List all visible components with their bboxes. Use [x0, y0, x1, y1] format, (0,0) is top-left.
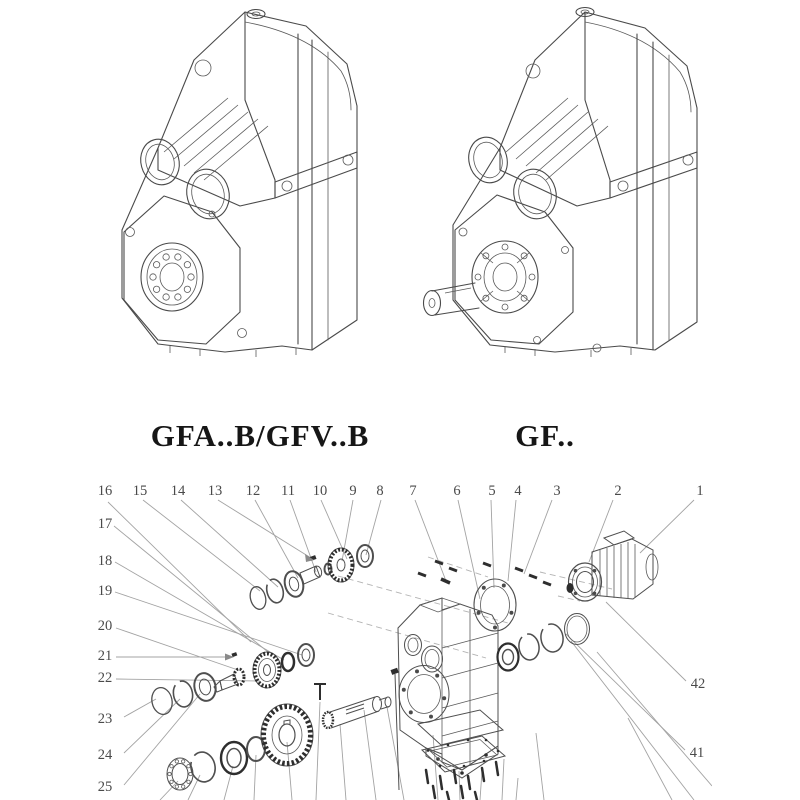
motor-assembly: [567, 531, 659, 601]
oil-pan-and-gasket: [418, 710, 505, 800]
callout-42: 42: [690, 676, 706, 692]
output-flange: [472, 241, 538, 313]
callout-16: 16: [97, 483, 113, 499]
callout-5: 5: [488, 483, 496, 499]
callout-21: 21: [97, 648, 113, 664]
key: [231, 652, 237, 657]
callout-20: 20: [97, 618, 113, 634]
terminal-box: [604, 531, 634, 545]
leader-lines-cropped: [160, 641, 712, 800]
callout-8: 8: [376, 483, 384, 499]
gearbox-drawing-shaft-mounted: [60, 0, 400, 400]
callout-24: 24: [97, 747, 113, 763]
model-label-left: GFA..B/GFV..B: [150, 418, 370, 453]
callout-15: 15: [132, 483, 148, 499]
callout-19: 19: [97, 583, 113, 599]
callout-2: 2: [614, 483, 622, 499]
long-stud: [395, 674, 399, 790]
foot-ticks: [505, 346, 631, 357]
callout-3: 3: [553, 483, 561, 499]
callout-17: 17: [97, 516, 113, 532]
bolt-holes: [126, 60, 354, 338]
callout-6: 6: [453, 483, 461, 499]
callout-12: 12: [245, 483, 261, 499]
flange-bolt-holes: [402, 669, 446, 718]
leader-lines: [108, 500, 694, 785]
output-shaft: [424, 283, 480, 316]
callout-18: 18: [97, 553, 113, 569]
input-bores: [136, 135, 235, 224]
hollow-shaft-bearing: [141, 243, 203, 311]
motor-body: [592, 539, 653, 599]
callout-numbers: [98, 483, 706, 795]
top-rib-hatch: [506, 98, 608, 180]
output-gear: [264, 707, 311, 764]
parallel-pin: [314, 684, 326, 700]
callout-41: 41: [689, 745, 705, 761]
callout-23: 23: [97, 711, 113, 727]
axis-bolts: [418, 561, 551, 585]
input-shaft-parts: [248, 545, 373, 611]
housing-silhouette: [122, 12, 357, 352]
callout-22: 22: [97, 670, 113, 686]
callout-7: 7: [409, 483, 417, 499]
callout-13: 13: [207, 483, 223, 499]
gear-housing: [390, 598, 498, 790]
callout-25: 25: [97, 779, 113, 795]
gearbox-drawing-solid-shaft: [405, 0, 735, 400]
callout-10: 10: [312, 483, 328, 499]
model-label-right: GF..: [515, 418, 575, 453]
exploded-parts-view: [88, 478, 712, 800]
pinion-gear: [330, 550, 353, 581]
callout-4: 4: [514, 483, 522, 499]
callout-11: 11: [281, 483, 295, 499]
callout-14: 14: [170, 483, 186, 499]
motor-fins: [600, 542, 635, 599]
callout-1: 1: [696, 483, 704, 499]
motor-shaft-stub: [567, 583, 574, 593]
housing-silhouette: [453, 12, 697, 352]
adapter-flange-and-rings: [474, 579, 590, 671]
callout-9: 9: [349, 483, 357, 499]
